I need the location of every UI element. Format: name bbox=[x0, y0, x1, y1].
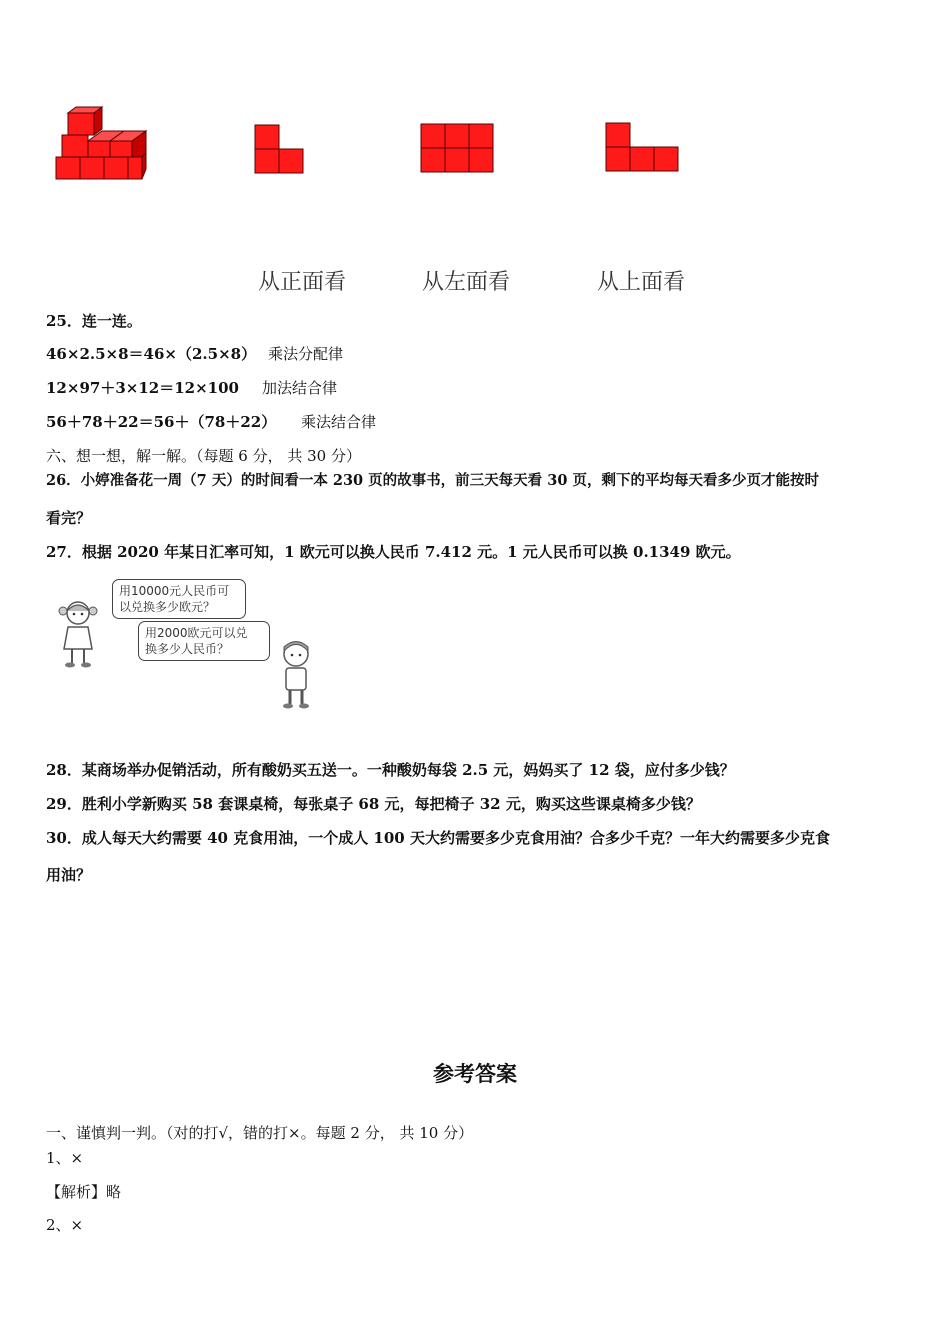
cube-stack-figure bbox=[50, 105, 155, 185]
q26-line-1: 26．小婷准备花一周（7 天）的时间看一本 230 页的故事书，前三天每天看 30 页，剩下的平均每天看多少页才能按时 bbox=[46, 472, 819, 489]
girl-bubble-line-1: 用10000元人民币可 bbox=[119, 584, 230, 598]
q29-text: 29．胜利小学新购买 58 套课桌椅，每张桌子 68 元，每把椅子 32 元，购买这些课桌椅多少钱？ bbox=[46, 795, 701, 813]
q30-line-1: 30．成人每天大约需要 40 克食用油，一个成人 100 天大约需要多少克食用油？合多少千克？一年大约需要多少克食 bbox=[46, 829, 830, 847]
left-view-figure bbox=[420, 123, 494, 173]
q25-law-1: 乘法分配律 bbox=[268, 345, 344, 363]
answers-section-1: 一、谨慎判一判。（对的打√，错的打×。每题 2 分， 共 10 分） bbox=[46, 1124, 474, 1142]
q27-text: 27．根据 2020 年某日汇率可知，1 欧元可以换人民币 7.412 元。1 元人民币可以换 0.1349 欧元。 bbox=[46, 543, 741, 561]
front-view-figure bbox=[254, 124, 304, 174]
q30-line-2: 用油？ bbox=[46, 866, 92, 884]
q25-expr-1: 46×2.5×8＝46×（2.5×8） bbox=[46, 345, 257, 363]
boy-illustration bbox=[274, 638, 318, 710]
answer-1-analysis: 【解析】略 bbox=[46, 1183, 122, 1201]
section-6-heading: 六、想一想，解一解。（每题 6 分， 共 30 分） bbox=[46, 447, 361, 465]
girl-illustration bbox=[54, 597, 102, 669]
q26-line-2: 看完？ bbox=[46, 509, 92, 527]
q25-title: 25．连一连。 bbox=[46, 312, 142, 330]
girl-bubble-line-2: 以兑换多少欧元？ bbox=[119, 600, 216, 614]
boy-bubble-line-1: 用2000欧元可以兑 bbox=[145, 626, 248, 640]
boy-bubble-line-2: 换多少人民币？ bbox=[145, 642, 230, 656]
top-view-figure bbox=[605, 122, 679, 172]
answer-2: 2、× bbox=[46, 1216, 84, 1234]
q25-expr-2: 12×97＋3×12＝12×100 bbox=[46, 379, 239, 397]
q28-text: 28．某商场举办促销活动，所有酸奶买五送一。一种酸奶每袋 2.5 元，妈妈买了 12 袋，应付多少钱？ bbox=[46, 761, 735, 779]
q25-law-2: 加法结合律 bbox=[262, 379, 338, 397]
top-view-label: 从上面看 bbox=[597, 270, 686, 295]
front-view-label: 从正面看 bbox=[258, 270, 347, 295]
girl-speech-bubble bbox=[112, 579, 246, 619]
boy-speech-bubble bbox=[138, 621, 270, 661]
answer-1: 1、× bbox=[46, 1149, 84, 1167]
left-view-label: 从左面看 bbox=[422, 270, 511, 295]
q25-expr-3: 56＋78＋22＝56＋（78＋22） bbox=[46, 413, 277, 431]
answers-heading: 参考答案 bbox=[433, 1062, 517, 1086]
q25-law-3: 乘法结合律 bbox=[301, 413, 377, 431]
